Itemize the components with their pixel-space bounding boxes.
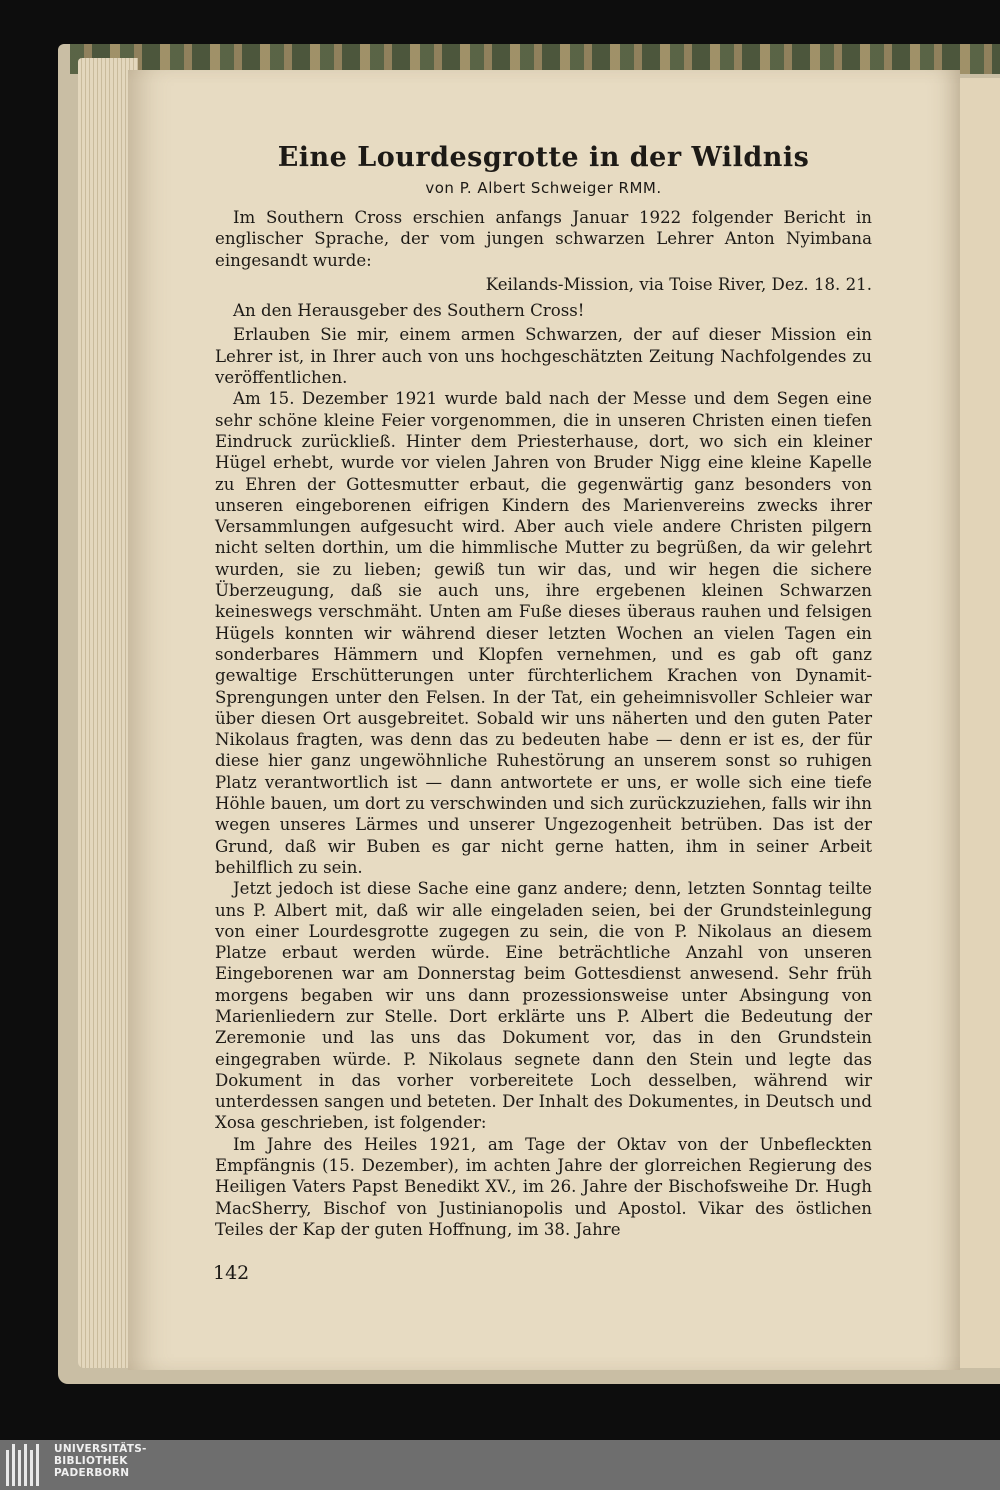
letter-greeting: An den Herausgeber des Southern Cross! [233, 301, 585, 321]
facing-page-edge [958, 78, 1000, 1368]
logo-line-1: UNIVERSITÄTS- [54, 1443, 147, 1455]
body-paragraph: Im Jahre des Heiles 1921, am Tage der Oktav von der Unbefleckten Empfängnis (15. Dezember), im achten Jahre der glorreichen Regierung des Heiligen Vaters Papst Benedikt XV., im 26. Jahre der Bischofsweihe Dr. Hugh MacSherry, Bischof von Justinianopolis und Apostol. Vikar des östlichen Teiles der Kap der guten Hoffnung, im 38. Jahre [215, 1134, 872, 1239]
article-title: Eine Lourdesgrotte in der Wildnis [277, 142, 810, 173]
library-logo-text [54, 1443, 147, 1479]
page-number: 142 [213, 1262, 250, 1284]
library-footer [0, 1440, 1000, 1490]
logo-line-2: BIBLIOTHEK [54, 1455, 128, 1467]
body-paragraph: Erlauben Sie mir, einem armen Schwarzen, der auf dieser Mission ein Lehrer ist, in Ihrer auch von uns hochgeschätzten Zeitung Nachfolgendes zu veröffentlichen. [215, 325, 872, 388]
page-content [215, 142, 872, 1240]
letter-dateline: Keilands-Mission, via Toise River, Dez. 18. 21. [485, 274, 872, 294]
body-paragraph: Jetzt jedoch ist diese Sache eine ganz andere; denn, letzten Sonntag teilte uns P. Albert mit, daß wir alle eingeladen seien, bei der Grundsteinlegung von einer Lourdesgrotte zugegen zu sein, die von P. Nikolaus an diesem Platze erbaut werden würde. Eine beträchtliche Anzahl von unseren Eingeborenen war am Donnerstag beim Gottesdienst anwesend. Sehr früh morgens begaben wir uns dann prozessionsweise unter Absingung von Marienliedern zur Stelle. Dort erklärte uns P. Albert die Bedeutung der Zeremonie und las uns das Dokument vor, das in den Grundstein eingegraben würde. P. Nikolaus segnete dann den Stein und legte das Dokument in das vorher vorbereitete Loch desselben, während wir unterdessen sangen und beteten. Der Inhalt des Dokumentes, in Deutsch und Xosa geschrieben, ist folgender: [215, 879, 872, 1133]
library-logo-icon [6, 1444, 46, 1486]
body-paragraph: Am 15. Dezember 1921 wurde bald nach der Messe und dem Segen eine sehr schöne kleine Feier vorgenommen, die in unseren Christen einen tiefen Eindruck zurückließ. Hinter dem Priesterhause, dort, wo sich ein kleiner Hügel erhebt, wurde vor vielen Jahren von Bruder Nigg eine kleine Kapelle zu Ehren der Gottesmutter erbaut, die gegenwärtig ganz besonders von unseren eingeborenen eifrigen Kindern des Marienvereins zwecks ihrer Versammlungen aufgesucht wird. Aber auch viele andere Christen pilgern nicht selten dorthin, um die himmlische Mutter zu begrüßen, da wir gelehrt wurden, sie zu lieben; gewiß tun wir das, und wir hegen die sichere Überzeugung, daß sie auch uns, ihre ergebenen kleinen Schwarzen keineswegs verschmäht. Unten am Fuße dieses überaus rauhen und felsigen Hügels konnten wir während dieser letzten Wochen an vielen Tagen ein sonderbares Hämmern und Klopfen vernehmen, und es gab oft ganz gewaltige Erschütterungen unter fürchterlichem Krachen von Dynamit-Sprengungen unter den Felsen. In der Tat, ein geheimnisvoller Schleier war über diesen Ort ausgebreitet. Sobald wir uns näherten und den guten Pater Nikolaus fragten, was denn das zu bedeuten habe — denn er ist es, der für diese hier ganz ungewöhnliche Ruhestörung an unserem sonst so ruhigen Platz verantwortlich ist — dann antwortete er uns, er wolle sich eine tiefe Höhle bauen, um dort zu verschwinden und sich zurückzuziehen, falls wir ihn wegen unseres Lärmes und unserer Ungezogenheit betrüben. Das ist der Grund, daß wir Buben es gar nicht gerne hatten, ihm in seiner Arbeit behilflich zu sein. [215, 389, 872, 877]
article-byline: von P. Albert Schweiger RMM. [425, 179, 662, 197]
intro-paragraph: Im Southern Cross erschien anfangs Januar 1922 folgender Bericht in englischer Sprache, der vom jungen schwarzen Lehrer Anton Nyimbana eingesandt wurde: [215, 208, 872, 270]
logo-line-3: PADERBORN [54, 1467, 130, 1479]
